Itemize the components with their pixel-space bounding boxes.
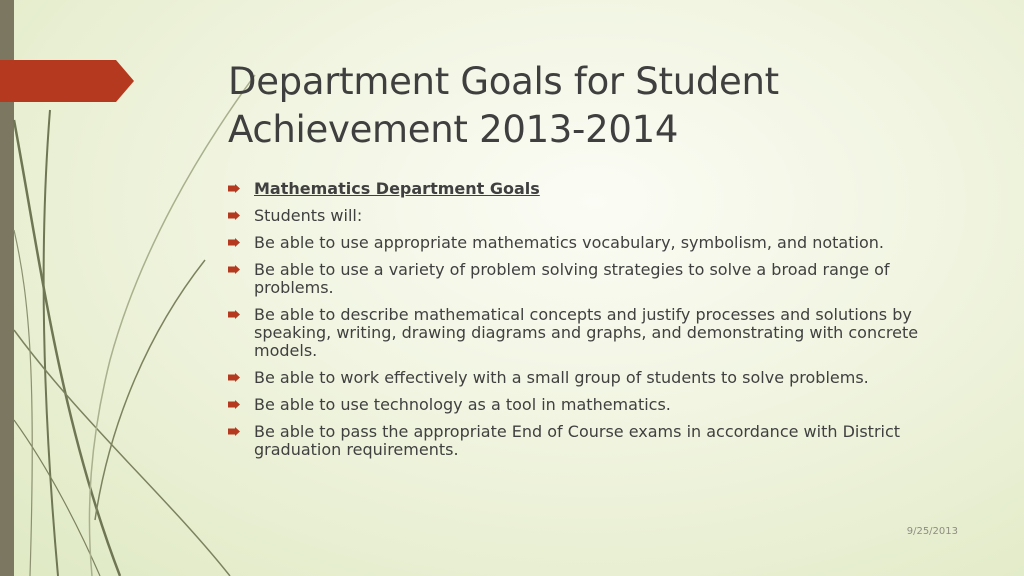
- arrow-bullet-icon: [228, 373, 240, 382]
- bullet-item: [228, 423, 968, 459]
- bullet-item: [228, 396, 968, 414]
- bullet-text: Be able to pass the appropriate End of Course exams in accordance with District graduation requirements.: [254, 422, 901, 459]
- arrow-bullet-icon: [228, 265, 240, 274]
- title-arrow-icon: [0, 60, 134, 102]
- bullet-item: [228, 234, 968, 252]
- bullet-item: [228, 207, 968, 225]
- bullet-text: Mathematics Department Goals: [254, 179, 540, 198]
- arrow-bullet-icon: [228, 310, 240, 319]
- arrow-bullet-icon: [228, 238, 240, 247]
- arrow-bullet-icon: [228, 184, 240, 193]
- bullet-item: [228, 306, 968, 360]
- bullet-text: Be able to use a variety of problem solving strategies to solve a broad range of problems.: [254, 260, 890, 297]
- bullet-text: Be able to describe mathematical concepts and justify processes and solutions by speaking, writing, drawing diagrams and graphs, and demonstrating with concrete models.: [254, 305, 919, 360]
- arrow-bullet-icon: [228, 211, 240, 220]
- bullet-item: [228, 369, 968, 387]
- bullet-text: Be able to work effectively with a small group of students to solve problems.: [254, 368, 869, 387]
- bullet-item: [228, 180, 968, 198]
- slide-title-line-2: Achievement 2013-2014: [228, 108, 679, 151]
- slide-title: [228, 58, 988, 154]
- arrow-bullet-icon: [228, 400, 240, 409]
- arrow-bullet-icon: [228, 427, 240, 436]
- slide-title-line-1: Department Goals for Student: [228, 60, 779, 103]
- slide-date: 9/25/2013: [906, 526, 958, 537]
- bullet-list: [228, 180, 968, 468]
- bullet-item: [228, 261, 968, 297]
- bullet-text: Be able to use appropriate mathematics vocabulary, symbolism, and notation.: [254, 233, 884, 252]
- bullet-text: Students will:: [254, 206, 363, 225]
- bullet-text: Be able to use technology as a tool in mathematics.: [254, 395, 671, 414]
